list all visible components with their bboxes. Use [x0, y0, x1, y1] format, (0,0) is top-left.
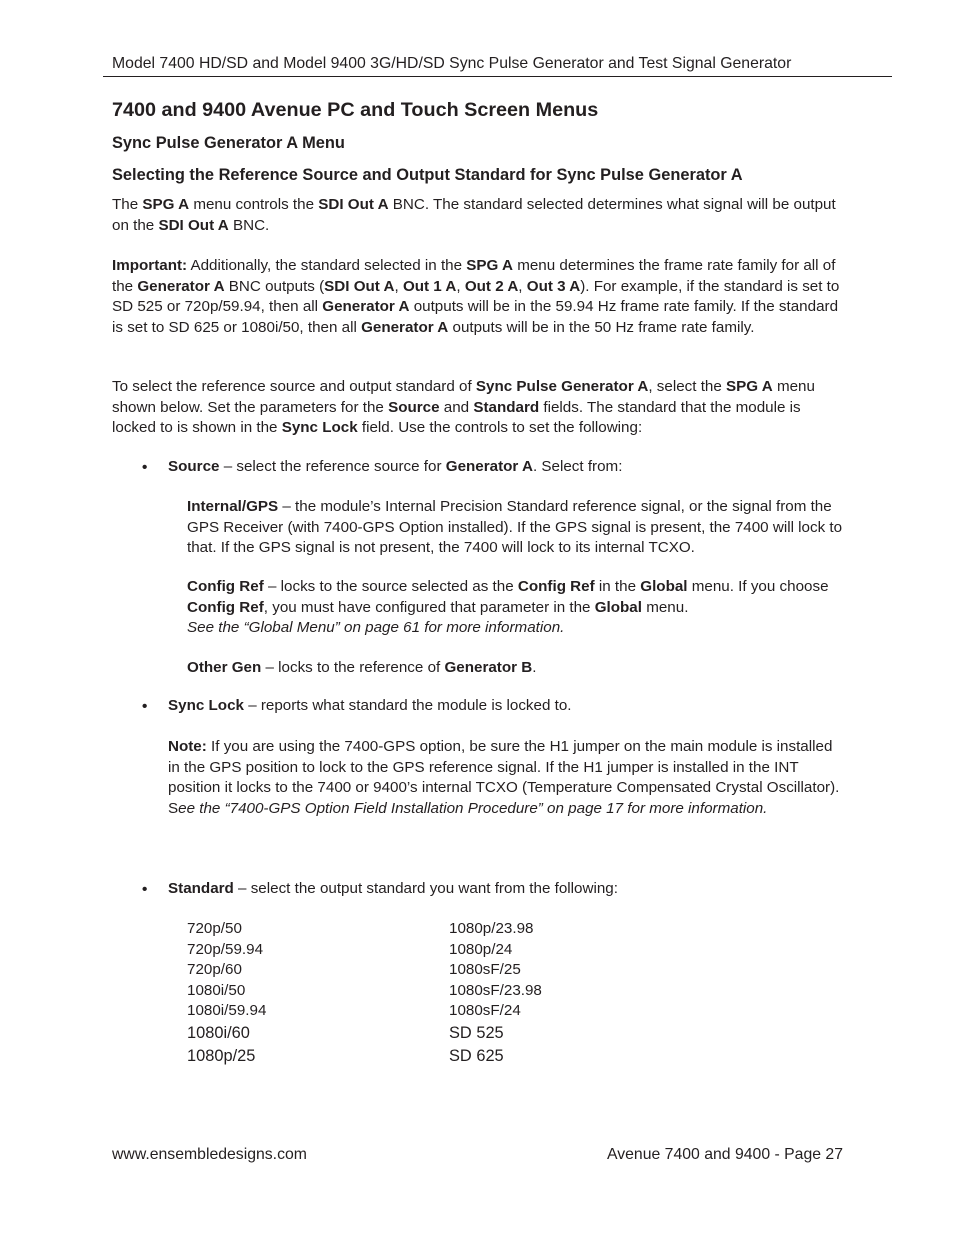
sync-lock-item: Sync Lock – reports what standard the module is locked to.: [168, 697, 572, 714]
standard-option: 1080i/60: [187, 1023, 250, 1042]
select-paragraph: To select the reference source and output standard of Sync Pulse Generator A, select the SPG A menu shown below. Set the parameters for the Source and Standard fields. The standard that the module is locked to is shown in the Sync Lock field. Use the controls to set the following:: [112, 378, 815, 437]
standard-option: 1080p/23.98: [449, 920, 534, 937]
standards-column-1: [187, 919, 266, 1067]
standard-option: SD 625: [449, 1046, 504, 1065]
subsection-title: Sync Pulse Generator A Menu: [112, 134, 345, 152]
topic-title: Selecting the Reference Source and Output Standard for Sync Pulse Generator A: [112, 166, 743, 184]
standard-option: 1080i/50: [187, 981, 246, 999]
footer-url: www.ensembledesigns.com: [112, 1146, 307, 1163]
gps-note: Note: If you are using the 7400-GPS option, be sure the H1 jumper on the main module is installed in the GPS position to lock to the GPS reference signal. If the H1 jumper is installed in the INT position it locks to the 7400 or 9400’s internal TCXO (Temperature Compensated Crystal Oscillator). See the “7400-GPS Option Field Installation Procedure” on page 17 for more information.: [168, 738, 840, 817]
running-header: Model 7400 HD/SD and Model 9400 3G/HD/SD Sync Pulse Generator and Test Signal Generator: [112, 55, 792, 72]
important-paragraph: Important: Additionally, the standard selected in the SPG A menu determines the frame rate family for all of the Generator A BNC outputs (SDI Out A, Out 1 A, Out 2 A, Out 3 A). For example, if the standard is set to SD 525 or 720p/59.94, then all Generator A outputs will be in the 59.94 Hz frame rate family. If the standard is set to SD 625 or 1080i/50, then all Generator A outputs will be in the 50 Hz frame rate family.: [112, 257, 840, 336]
standard-item: Standard – select the output standard you want from the following:: [168, 880, 618, 897]
standards-column-2: [449, 919, 542, 1067]
bullet-source: •: [142, 459, 148, 476]
bullet-standard: •: [142, 881, 148, 898]
standard-option: 1080sF/23.98: [449, 981, 542, 999]
intro-paragraph: The SPG A menu controls the SDI Out A BNC. The standard selected determines what signal will be output on the SDI Out A BNC.: [112, 196, 836, 234]
source-item: Source – select the reference source for Generator A. Select from:: [168, 458, 623, 475]
standard-option: 1080p/25: [187, 1046, 256, 1065]
internal-gps-option: Internal/GPS – the module’s Internal Precision Standard reference signal, or the signal from the GPS Receiver (with 7400-GPS Option installed). If the GPS signal is present, the 7400 will lock to that. If the GPS signal is not present, the 7400 will lock to its internal TCXO.: [187, 498, 843, 557]
standard-option: SD 525: [449, 1023, 504, 1042]
footer-page-number: Avenue 7400 and 9400 - Page 27: [607, 1146, 843, 1163]
standard-option: 720p/59.94: [187, 940, 264, 958]
standard-option: 1080sF/24: [449, 1002, 521, 1020]
standard-option: 1080sF/25: [449, 961, 521, 979]
standard-option: 720p/60: [187, 961, 242, 979]
bullet-sync-lock: •: [142, 698, 148, 715]
section-title: 7400 and 9400 Avenue PC and Touch Screen Menus: [112, 99, 599, 121]
standard-option: 1080p/24: [449, 940, 513, 958]
standard-option: 720p/50: [187, 920, 242, 937]
other-gen-option: Other Gen – locks to the reference of Generator B.: [187, 659, 537, 676]
config-ref-option: Config Ref – locks to the source selected as the Config Ref in the Global menu. If you choose Config Ref, you must have configured that parameter in the Global menu. See the “Global Menu” on page 61 for more information.: [187, 578, 829, 637]
header-rule: [103, 76, 892, 77]
standard-option: 1080i/59.94: [187, 1002, 267, 1020]
global-menu-reference: See the “Global Menu” on page 61 for more information.: [187, 619, 565, 637]
